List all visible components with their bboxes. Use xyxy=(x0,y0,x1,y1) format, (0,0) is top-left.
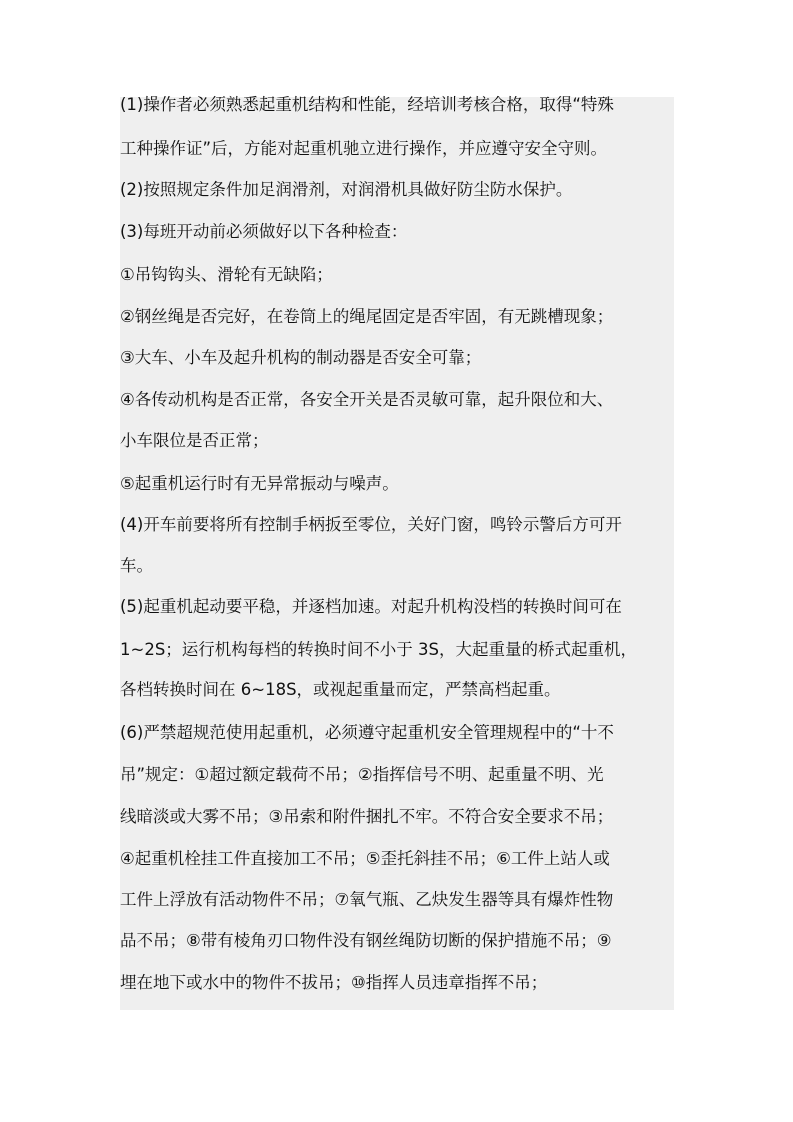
text-line: 工件上浮放有活动物件不吊；⑦氧气瓶、乙炔发生器等具有爆炸性物 xyxy=(120,890,614,909)
text-line: (3)每班开动前必须做好以下各种检查： xyxy=(120,222,408,241)
text-line: (1)操作者必须熟悉起重机结构和性能，经培训考核合格，取得“特殊 xyxy=(120,95,614,114)
text-line: (2)按照规定条件加足润滑剂，对润滑机具做好防尘防水保护。 xyxy=(120,180,573,199)
text-line: 吊”规定：①超过额定载荷不吊；②指挥信号不明、起重量不明、光 xyxy=(120,765,604,784)
text-line: 1~2S；运行机构每档的转换时间不小于 3S，大起重量的桥式起重机， xyxy=(120,640,638,659)
document-text-block xyxy=(120,97,674,1010)
text-line: 车。 xyxy=(120,556,153,575)
text-line: ④各传动机构是否正常，各安全开关是否灵敏可靠，起升限位和大、 xyxy=(120,390,614,409)
text-line: ②钢丝绳是否完好，在卷筒上的绳尾固定是否牢固，有无跳槽现象； xyxy=(120,307,614,326)
text-line: 埋在地下或水中的物件不拔吊；⑩指挥人员违章指挥不吊； xyxy=(120,973,548,992)
text-line: 各档转换时间在 6~18S，或视起重量而定，严禁高档起重。 xyxy=(120,680,561,699)
text-line: ④起重机栓挂工件直接加工不吊；⑤歪托斜挂不吊；⑥工件上站人或 xyxy=(120,849,610,868)
text-line: (6)严禁超规范使用起重机，必须遵守起重机安全管理规程中的“十不 xyxy=(120,723,614,742)
text-line: 线暗淡或大雾不吊；③吊索和附件捆扎不牢。不符合安全要求不吊； xyxy=(120,807,614,826)
text-line: ①吊钩钩头、滑轮有无缺陷； xyxy=(120,265,333,284)
text-line: 工种操作证”后，方能对起重机驰立进行操作，并应遵守安全守则。 xyxy=(120,139,608,158)
text-line: (5)起重机起动要平稳，并逐档加速。对起升机构没档的转换时间可在 xyxy=(120,597,622,616)
text-line: ③大车、小车及起升机构的制动器是否安全可靠； xyxy=(120,348,482,367)
text-line: 小车限位是否正常； xyxy=(120,431,269,450)
text-line: ⑤起重机运行时有无异常振动与噪声。 xyxy=(120,474,399,493)
text-line: (4)开车前要将所有控制手柄扳至零位，关好门窗，鸣铃示警后方可开 xyxy=(120,515,622,534)
text-line: 品不吊；⑧带有棱角刃口物件没有钢丝绳防切断的保护措施不吊；⑨ xyxy=(120,931,612,950)
